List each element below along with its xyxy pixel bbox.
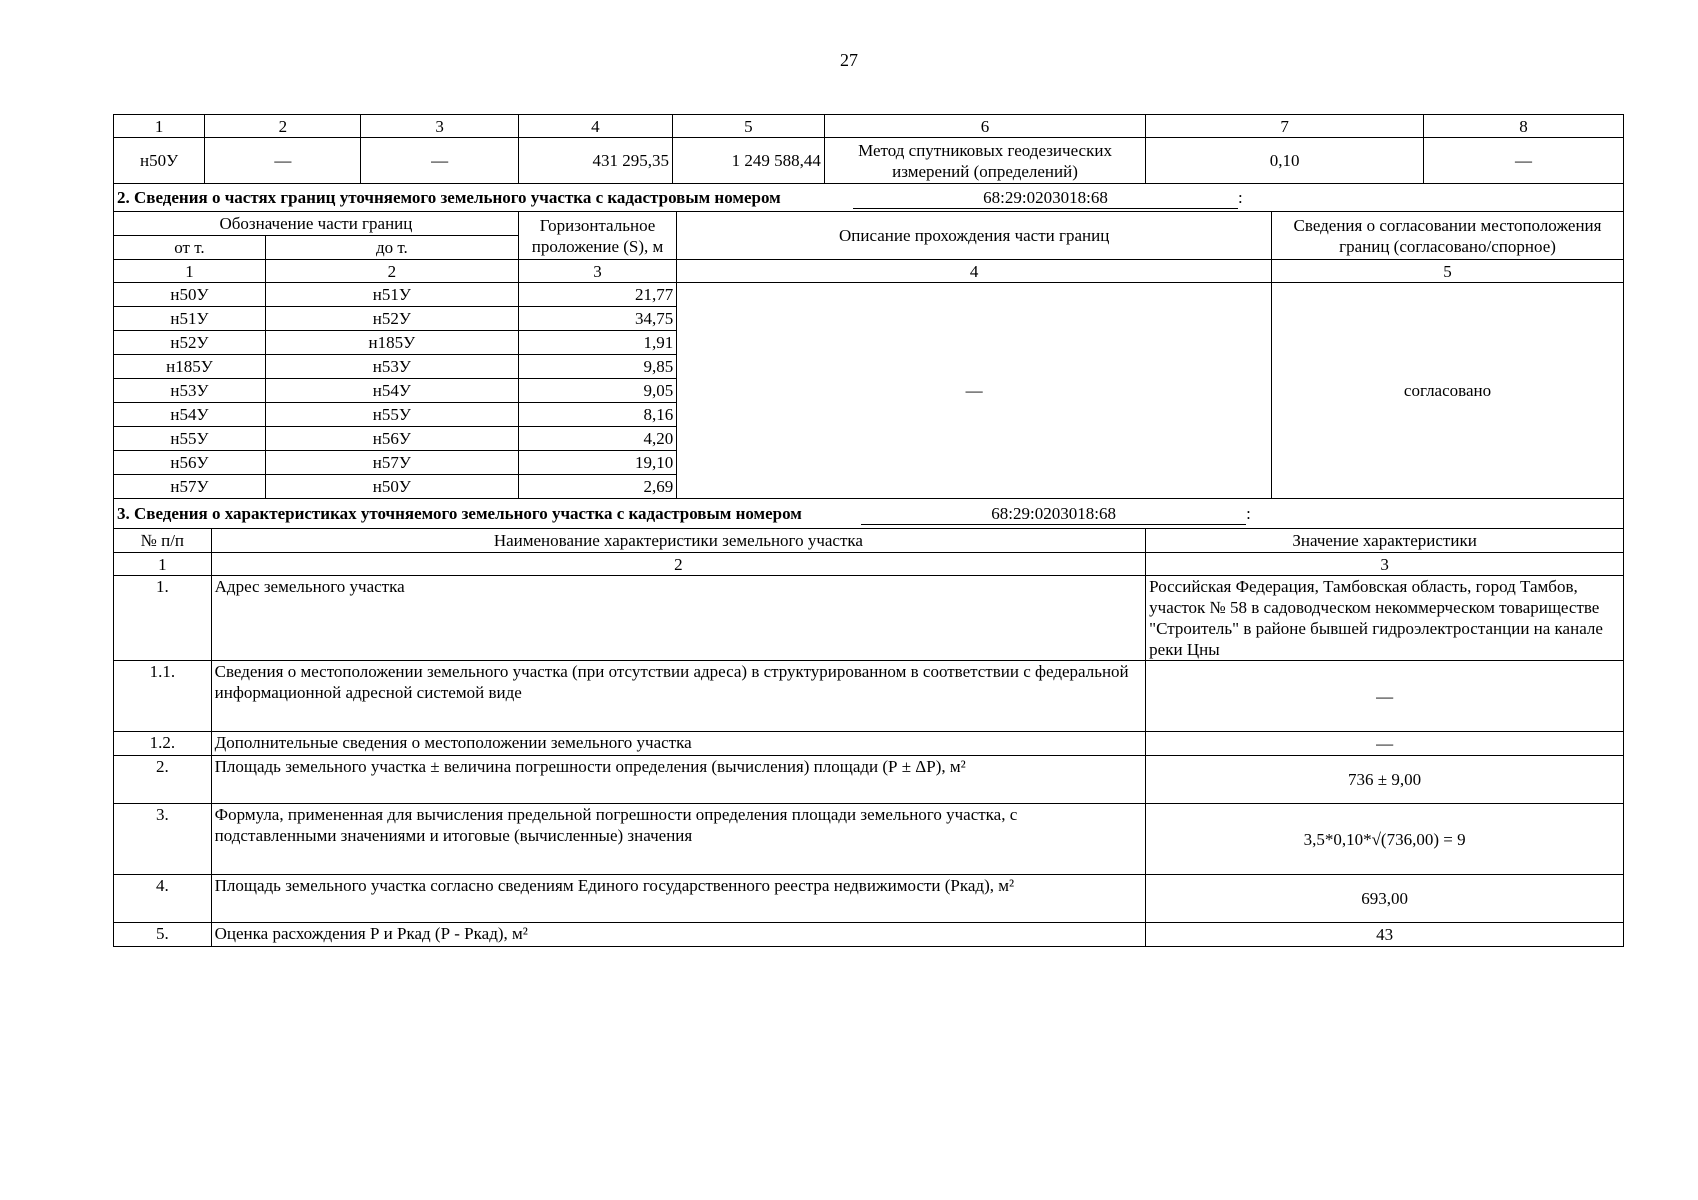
colnum: 1 <box>114 115 205 138</box>
colnum: 2 <box>265 260 518 283</box>
colnum: 3 <box>361 115 518 138</box>
row-number: 4. <box>114 875 212 923</box>
colnum: 7 <box>1146 115 1424 138</box>
characteristic-name: Формула, примененная для вычисления предельной погрешности определения площади земельного участка, с подставленными значениями и итоговые (вычисленные) значения <box>211 804 1146 875</box>
distance: 9,85 <box>518 355 676 379</box>
section2-title-row <box>114 184 1624 212</box>
description-header: Описание прохождения части границ <box>677 212 1272 260</box>
description-value: — <box>677 283 1272 499</box>
characteristic-name: Оценка расхождения Р и Ркад (Р - Ркад), м² <box>211 923 1146 947</box>
row-number: 2. <box>114 756 212 804</box>
table-row <box>114 756 1624 804</box>
agreement-header: Сведения о согласовании местоположения границ (согласовано/спорное) <box>1272 212 1624 260</box>
page-number: 27 <box>840 50 858 70</box>
distance: 9,05 <box>518 379 676 403</box>
section2-header-row <box>114 212 1624 236</box>
section3-suffix: : <box>1246 503 1251 523</box>
characteristic-name: Площадь земельного участка согласно сведениям Единого государственного реестра недвижимости (Ркад), м² <box>211 875 1146 923</box>
boundary-table <box>113 114 1624 947</box>
section2-title-text: 2. Сведения о частях границ уточняемого земельного участка с кадастровым номером <box>117 187 781 207</box>
point-name: н50У <box>114 138 205 184</box>
distance: 1,91 <box>518 331 676 355</box>
to-point: н57У <box>265 451 518 475</box>
section2-title <box>114 184 1624 212</box>
to-point: н52У <box>265 307 518 331</box>
colnum: 5 <box>672 115 824 138</box>
section2-suffix: : <box>1238 187 1243 207</box>
characteristic-value: 43 <box>1146 923 1624 947</box>
row-number: 3. <box>114 804 212 875</box>
from-point: н56У <box>114 451 266 475</box>
section2-cadastral-number: 68:29:0203018:68 <box>853 187 1238 209</box>
characteristic-name: Адрес земельного участка <box>211 576 1146 661</box>
part-designation-header: Обозначение части границ <box>114 212 519 236</box>
section3-cadastral-number: 68:29:0203018:68 <box>861 503 1246 525</box>
colnum: 1 <box>114 260 266 283</box>
table1-colnum-row <box>114 115 1624 138</box>
characteristic-value: — <box>1146 661 1624 732</box>
colnum: 3 <box>1146 553 1624 576</box>
row-number: 1. <box>114 576 212 661</box>
row-number: 1.2. <box>114 732 212 756</box>
colnum: 1 <box>114 553 212 576</box>
from-point: н50У <box>114 283 266 307</box>
row-number: 5. <box>114 923 212 947</box>
section3-title-row <box>114 499 1624 529</box>
characteristic-name: Площадь земельного участка ± величина погрешности определения (вычисления) площади (Р ± ΔР), м² <box>211 756 1146 804</box>
to-point: н50У <box>265 475 518 499</box>
colnum: 5 <box>1272 260 1624 283</box>
section2-colnum-row <box>114 260 1624 283</box>
characteristic-value: 3,5*0,10*√(736,00) = 9 <box>1146 804 1624 875</box>
value-header: Значение характеристики <box>1146 529 1624 553</box>
from-point: н55У <box>114 427 266 451</box>
characteristic-value: 736 ± 9,00 <box>1146 756 1624 804</box>
colnum: 4 <box>677 260 1272 283</box>
characteristic-value: — <box>1146 732 1624 756</box>
distance: 34,75 <box>518 307 676 331</box>
agreement-value: согласовано <box>1272 283 1624 499</box>
name-header: Наименование характеристики земельного участка <box>211 529 1146 553</box>
table-row <box>114 283 1624 307</box>
colnum: 6 <box>824 115 1145 138</box>
to-point: н55У <box>265 403 518 427</box>
distance: 2,69 <box>518 475 676 499</box>
section3-header-row <box>114 529 1624 553</box>
distance: 8,16 <box>518 403 676 427</box>
table-row <box>114 875 1624 923</box>
from-point: н52У <box>114 331 266 355</box>
distance: 4,20 <box>518 427 676 451</box>
section3-title <box>114 499 1624 529</box>
to-point: н51У <box>265 283 518 307</box>
distance: 21,77 <box>518 283 676 307</box>
characteristic-name: Сведения о местоположении земельного участка (при отсутствии адреса) в структурированном в соответствии с федеральной информационной адресной системой виде <box>211 661 1146 732</box>
to-point: н56У <box>265 427 518 451</box>
num-header: № п/п <box>114 529 212 553</box>
table-row <box>114 923 1624 947</box>
colnum: 4 <box>518 115 672 138</box>
section3-title-text: 3. Сведения о характеристиках уточняемого земельного участка с кадастровым номером <box>117 503 802 523</box>
distance: 19,10 <box>518 451 676 475</box>
characteristic-name: Дополнительные сведения о местоположении земельного участка <box>211 732 1146 756</box>
to-point: н53У <box>265 355 518 379</box>
from-point: н57У <box>114 475 266 499</box>
coordinate-x: 431 295,35 <box>518 138 672 184</box>
from-point: н51У <box>114 307 266 331</box>
table-row <box>114 576 1624 661</box>
characteristic-value: 693,00 <box>1146 875 1624 923</box>
to-header: до т. <box>265 236 518 260</box>
coordinate-y: 1 249 588,44 <box>672 138 824 184</box>
dash-cell: — <box>1424 138 1624 184</box>
colnum: 2 <box>211 553 1146 576</box>
table-row <box>114 732 1624 756</box>
dash-cell: — <box>205 138 361 184</box>
colnum: 8 <box>1424 115 1624 138</box>
table-row <box>114 661 1624 732</box>
row-number: 1.1. <box>114 661 212 732</box>
to-point: н185У <box>265 331 518 355</box>
from-header: от т. <box>114 236 266 260</box>
section3-colnum-row <box>114 553 1624 576</box>
dash-cell: — <box>361 138 518 184</box>
to-point: н54У <box>265 379 518 403</box>
colnum: 2 <box>205 115 361 138</box>
table1-data-row <box>114 138 1624 184</box>
accuracy-cell: 0,10 <box>1146 138 1424 184</box>
horizontal-header: Горизонтальное проложение (S), м <box>518 212 676 260</box>
from-point: н54У <box>114 403 266 427</box>
colnum: 3 <box>518 260 676 283</box>
from-point: н185У <box>114 355 266 379</box>
from-point: н53У <box>114 379 266 403</box>
table-row <box>114 804 1624 875</box>
characteristic-value: Российская Федерация, Тамбовская область, город Тамбов, участок № 58 в садоводческом некоммерческом товариществе "Строитель" в районе бывшей гидроэлектростанции на канале реки Цны <box>1146 576 1624 661</box>
method-cell: Метод спутниковых геодезических измерений (определений) <box>824 138 1145 184</box>
